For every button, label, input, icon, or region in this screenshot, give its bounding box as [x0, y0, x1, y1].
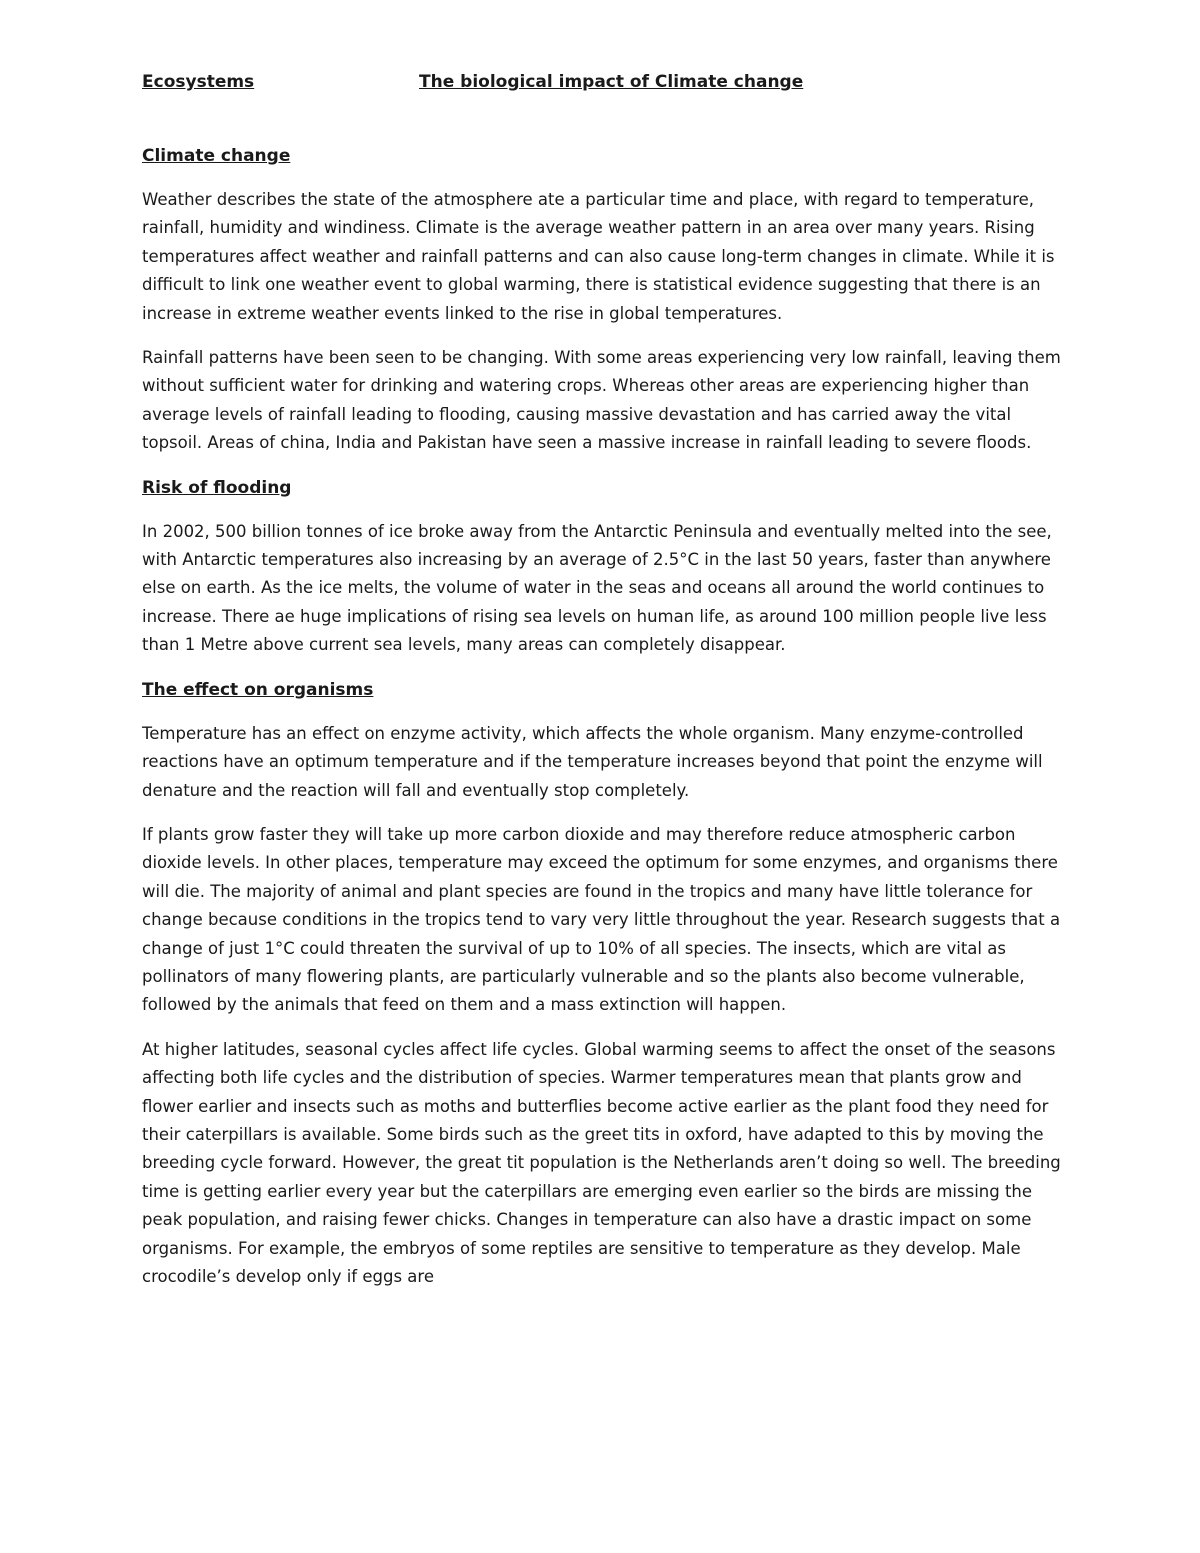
document-header: [142, 72, 1062, 100]
paragraph: Temperature has an effect on enzyme activity, which affects the whole organism. Many enzyme-controlled reactions have an optimum temperature and if the temperature increases beyond that point the enzyme will denature and the reaction will fall and eventually stop completely.: [142, 723, 1043, 800]
document-page: [142, 72, 1062, 1291]
paragraph: Rainfall patterns have been seen to be changing. With some areas experiencing very low rainfall, leaving them without sufficient water for drinking and watering crops. Whereas other areas are experiencing higher than average levels of rainfall leading to flooding, causing massive devastation and has carried away the vital topsoil. Areas of china, India and Pakistan have seen a massive increase in rainfall leading to severe floods.: [142, 348, 1061, 453]
section-heading-risk-of-flooding: Risk of flooding: [142, 477, 292, 498]
paragraph: In 2002, 500 billion tonnes of ice broke away from the Antarctic Peninsula and eventually melted into the see, with Antarctic temperatures also increasing by an average of 2.5°C in the last 50 years, faster than anywhere else on earth. As the ice melts, the volume of water in the seas and oceans all around the world continues to increase. There ae huge implications of rising sea levels on human life, as around 100 million people live less than 1 Metre above current sea levels, many areas can completely disappear.: [142, 521, 1052, 655]
paragraph: At higher latitudes, seasonal cycles affect life cycles. Global warming seems to affect the onset of the seasons affecting both life cycles and the distribution of species. Warmer temperatures mean that plants grow and flower earlier and insects such as moths and butterflies become active earlier as the plant food they need for their caterpillars is available. Some birds such as the greet tits in oxford, have adapted to this by moving the breeding cycle forward. However, the great tit population is the Netherlands aren’t doing so well. The breeding time is getting earlier every year but the caterpillars are emerging even earlier so the birds are missing the peak population, and raising fewer chicks. Changes in temperature can also have a drastic impact on some organisms. For example, the embryos of some reptiles are sensitive to temperature as they develop. Male crocodile’s develop only if eggs are: [142, 1039, 1061, 1286]
subject-title: Ecosystems: [142, 72, 255, 92]
document-title: The biological impact of Climate change: [419, 72, 804, 92]
paragraph: If plants grow faster they will take up more carbon dioxide and may therefore reduce atmospheric carbon dioxide levels. In other places, temperature may exceed the optimum for some enzymes, and organisms there will die. The majority of animal and plant species are found in the tropics and many have little tolerance for change because conditions in the tropics tend to vary very little throughout the year. Research suggests that a change of just 1°C could threaten the survival of up to 10% of all species. The insects, which are vital as pollinators of many flowering plants, are particularly vulnerable and so the plants also become vulnerable, followed by the animals that feed on them and a mass extinction will happen.: [142, 824, 1061, 1015]
section-heading-effect-on-organisms: The effect on organisms: [142, 679, 374, 700]
paragraph: Weather describes the state of the atmosphere ate a particular time and place, with regard to temperature, rainfall, humidity and windiness. Climate is the average weather pattern in an area over many years. Rising temperatures affect weather and rainfall patterns and can also cause long-term changes in climate. While it is difficult to link one weather event to global warming, there is statistical evidence suggesting that there is an increase in extreme weather events linked to the rise in global temperatures.: [142, 190, 1055, 323]
section-heading-climate-change: Climate change: [142, 146, 291, 166]
